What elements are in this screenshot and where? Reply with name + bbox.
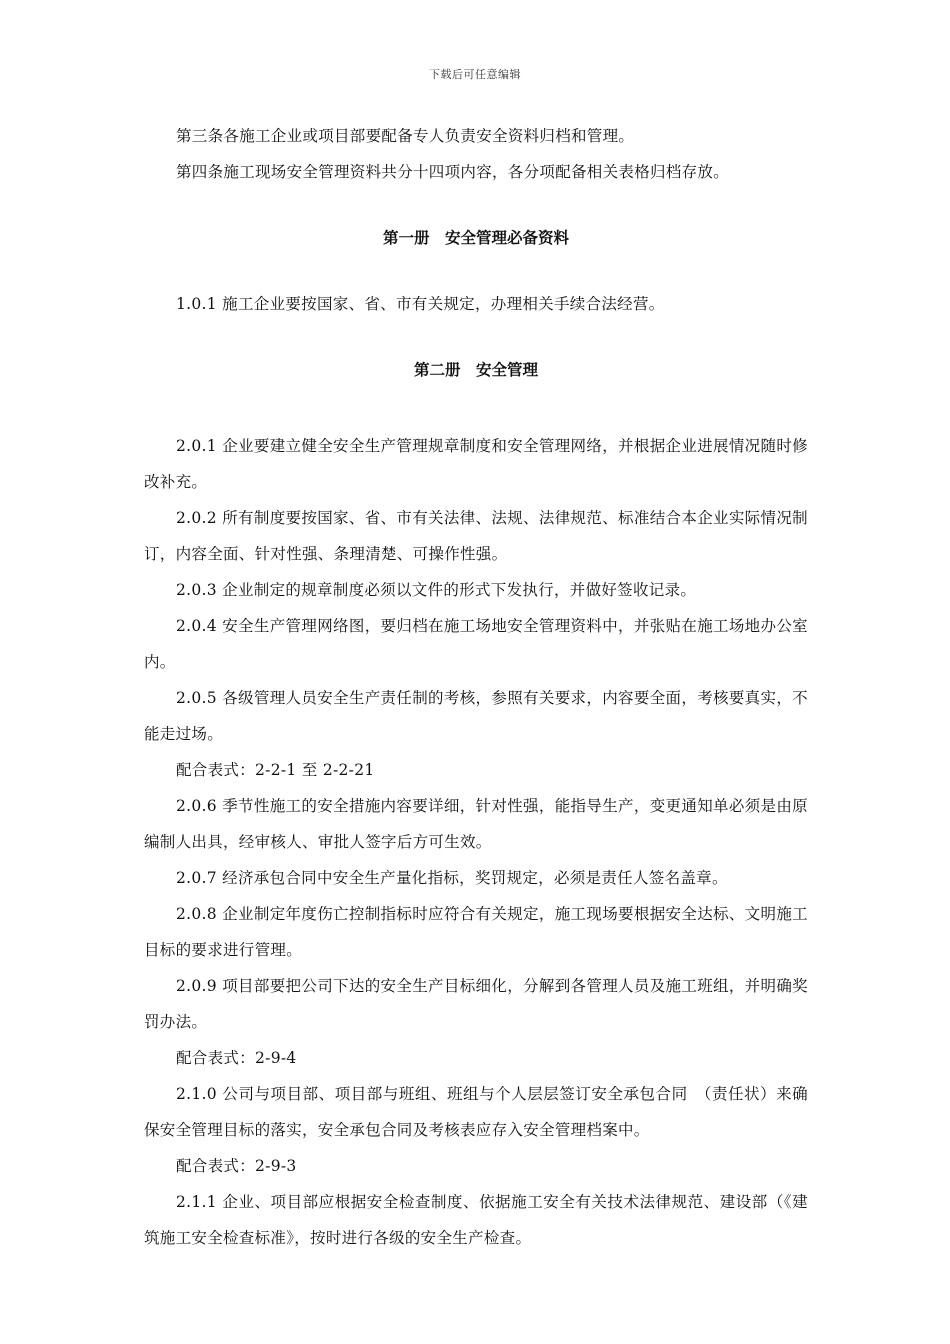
clause-paragraph: 2.1.1 企业、项目部应根据安全检查制度、依据施工安全有关技术法律规范、建设部（《建筑施工安全检查标准》，按时进行各级的安全生产检查。 bbox=[144, 1193, 808, 1247]
volume-2-heading: 第二册 安全管理 bbox=[413, 361, 538, 379]
intro-paragraph: 第三条各施工企业或项目部要配备专人负责安全资料归档和管理。 bbox=[176, 127, 635, 145]
clause-paragraph: 2.0.1 企业要建立健全安全生产管理规章制度和安全管理网络，并根据企业进展情况随时修改补充。 bbox=[144, 437, 808, 491]
clause-paragraph: 2.0.6 季节性施工的安全措施内容要详细，针对性强，能指导生产，变更通知单必须是由原编制人出具，经审核人、审批人签字后方可生效。 bbox=[144, 797, 808, 851]
clause-paragraph: 2.0.7 经济承包合同中安全生产量化指标，奖罚规定，必须是责任人签名盖章。 bbox=[176, 869, 728, 887]
clause-paragraph: 1.0.1 施工企业要按国家、省、市有关规定，办理相关手续合法经营。 bbox=[176, 295, 665, 313]
form-reference: 配合表式：2-2-1 至 2-2-21 bbox=[176, 761, 375, 779]
header-note: 下载后可任意编辑 bbox=[429, 68, 521, 81]
form-reference: 配合表式：2-9-3 bbox=[176, 1157, 297, 1175]
clause-paragraph: 2.0.4 安全生产管理网络图，要归档在施工场地安全管理资料中，并张贴在施工场地办公室内。 bbox=[144, 617, 808, 671]
clause-paragraph: 2.0.3 企业制定的规章制度必须以文件的形式下发执行，并做好签收记录。 bbox=[176, 581, 697, 599]
clause-paragraph: 2.0.5 各级管理人员安全生产责任制的考核，参照有关要求，内容要全面，考核要真实，不能走过场。 bbox=[144, 689, 808, 743]
intro-paragraph: 第四条施工现场安全管理资料共分十四项内容，各分项配备相关表格归档存放。 bbox=[176, 163, 730, 181]
volume-1-heading: 第一册 安全管理必备资料 bbox=[382, 229, 569, 247]
clause-paragraph: 2.0.2 所有制度要按国家、省、市有关法律、法规、法律规范、标准结合本企业实际情况制订，内容全面、针对性强、条理清楚、可操作性强。 bbox=[144, 509, 808, 563]
document-body bbox=[144, 118, 808, 1256]
clause-paragraph: 2.0.8 企业制定年度伤亡控制指标时应符合有关规定，施工现场要根据安全达标、文明施工目标的要求进行管理。 bbox=[144, 905, 808, 959]
form-reference: 配合表式：2-9-4 bbox=[176, 1049, 297, 1067]
clause-paragraph: 2.1.0 公司与项目部、项目部与班组、班组与个人层层签订安全承包合同 （责任状）来确保安全管理目标的落实，安全承包合同及考核表应存入安全管理档案中。 bbox=[144, 1085, 808, 1139]
clause-paragraph: 2.0.9 项目部要把公司下达的安全生产目标细化，分解到各管理人员及施工班组，并明确奖罚办法。 bbox=[144, 977, 808, 1031]
